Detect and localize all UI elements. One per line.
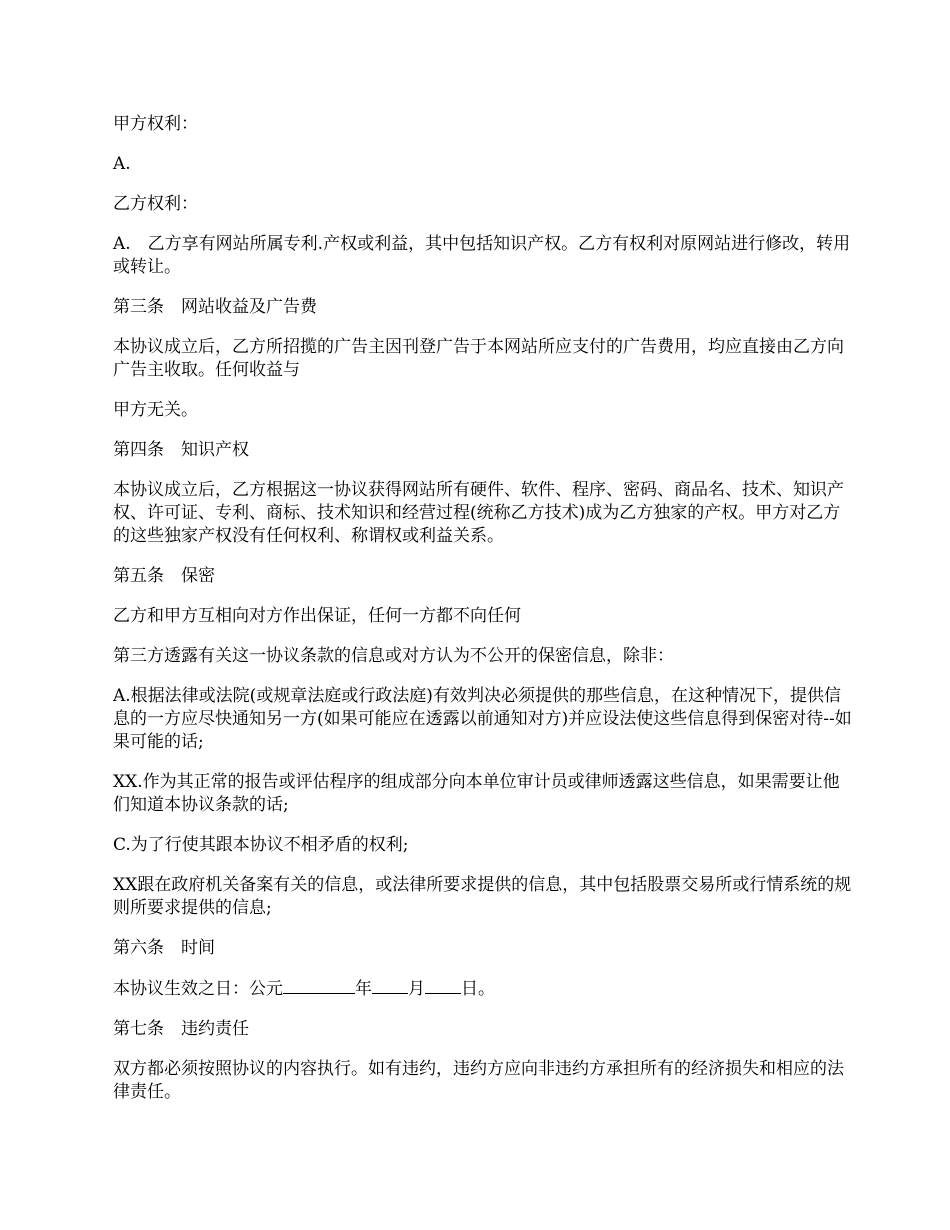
day-blank[interactable] xyxy=(425,977,461,994)
article-6-heading: 第六条 时间 xyxy=(113,938,215,958)
paragraph-party-b-item-a: A. 乙方享有网站所属专利.产权或利益，其中包括知识产权。乙方有权利对原网站进行修改，转用或转让。 xyxy=(113,234,851,277)
month-blank[interactable] xyxy=(372,977,408,994)
day-label: 日。 xyxy=(461,979,495,999)
article-5-body: 乙方和甲方互相向对方作出保证，任何一方都不向任何 xyxy=(113,606,521,626)
article-5-exception-b: XX.作为其正常的报告或评估程序的组成部分向本单位审计员或律师透露这些信息，如果需要让他们知道本协议条款的话; xyxy=(113,772,840,815)
article-5-exception-a: A.根据法律或法院(或规章法庭或行政法庭)有效判决必须提供的那些信息，在这种情况下，提供信息的一方应尽快通知另一方(如果可能应在透露以前通知对方)并应设法使这些信息得到保密对待--如果可能的话; xyxy=(113,686,852,752)
article-4-heading: 第四条 知识产权 xyxy=(113,440,249,460)
year-label: 年 xyxy=(355,979,372,999)
article-4-body: 本协议成立后，乙方根据这一协议获得网站所有硬件、软件、程序、密码、商品名、技术、知识产权、许可证、专利、商标、技术知识和经营过程(统称乙方技术)成为乙方独家的产权。甲方对乙方的这些独家产权没有任何权利、称谓权或利益关系。 xyxy=(113,480,844,546)
paragraph-party-a-rights: 甲方权利： xyxy=(113,114,198,134)
article-7-body: 双方都必须按照协议的内容执行。如有违约，违约方应向非违约方承担所有的经济损失和相应的法律责任。 xyxy=(113,1059,844,1102)
year-blank[interactable] xyxy=(283,977,355,994)
article-5-heading: 第五条 保密 xyxy=(113,566,215,586)
article-5-exception-c: C.为了行使其跟本协议不相矛盾的权利; xyxy=(113,835,409,855)
article-3-heading: 第三条 网站收益及广告费 xyxy=(113,297,317,317)
paragraph-party-b-rights: 乙方权利： xyxy=(113,194,198,214)
article-3-body: 本协议成立后，乙方所招揽的广告主因刊登广告于本网站所应支付的广告费用，均应直接由乙方向广告主收取。任何收益与 xyxy=(113,337,844,380)
document-body xyxy=(113,113,853,1121)
paragraph-party-a-item-a: A. xyxy=(113,154,131,174)
month-label: 月 xyxy=(408,979,425,999)
article-5-body-continued: 第三方透露有关这一协议条款的信息或对方认为不公开的保密信息，除非： xyxy=(113,646,674,666)
effective-date-line xyxy=(113,977,853,1001)
article-5-exception-d: XX跟在政府机关备案有关的信息，或法律所要求提供的信息，其中包括股票交易所或行情系统的规则所要求提供的信息; xyxy=(113,875,852,918)
effective-date-prefix: 本协议生效之日：公元 xyxy=(113,979,283,999)
article-3-body-continued: 甲方无关。 xyxy=(113,400,198,420)
article-7-heading: 第七条 违约责任 xyxy=(113,1019,249,1039)
